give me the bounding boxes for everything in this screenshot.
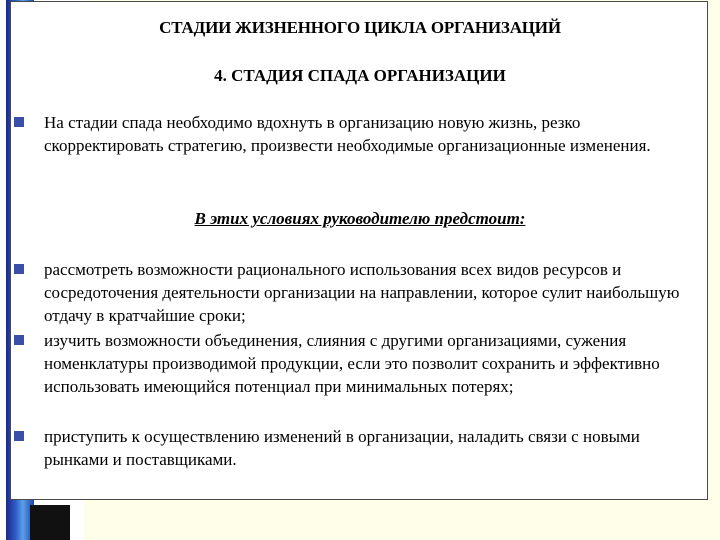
bullet-marker-1: [14, 264, 24, 274]
bullet-marker-3: [14, 431, 24, 441]
intro-paragraph: На стадии спада необходимо вдохнуть в организацию новую жизнь, резко скорректировать стратегию, произвести необходимые организационные изменения.: [44, 113, 651, 155]
bullet-marker-intro: [14, 117, 24, 127]
slide-subtitle: 4. СТАДИЯ СПАДА ОРГАНИЗАЦИИ: [214, 66, 506, 85]
bullet-marker-2: [14, 335, 24, 345]
list-item-3: приступить к осуществлению изменений в организации, наладить связи с новыми рынками и поставщиками.: [44, 427, 640, 469]
slide-title: СТАДИИ ЖИЗНЕННОГО ЦИКЛА ОРГАНИЗАЦИЙ: [159, 18, 561, 37]
list-item-1: рассмотреть возможности рационального использования всех видов ресурсов и сосредоточения деятельности организации на направлении, которое сулит наибольшую отдачу в кратчайшие сроки;: [44, 260, 680, 325]
list-item-2: изучить возможности объединения, слияния с другими организациями, сужения номенклатуры производимой продукции, если это позволит сохранить и эффективно использовать имеющийся потенциал при минимальных потерях;: [44, 331, 660, 396]
black-block: [30, 505, 70, 540]
emphasis-heading: В этих условиях руководителю предстоит:: [194, 209, 526, 228]
